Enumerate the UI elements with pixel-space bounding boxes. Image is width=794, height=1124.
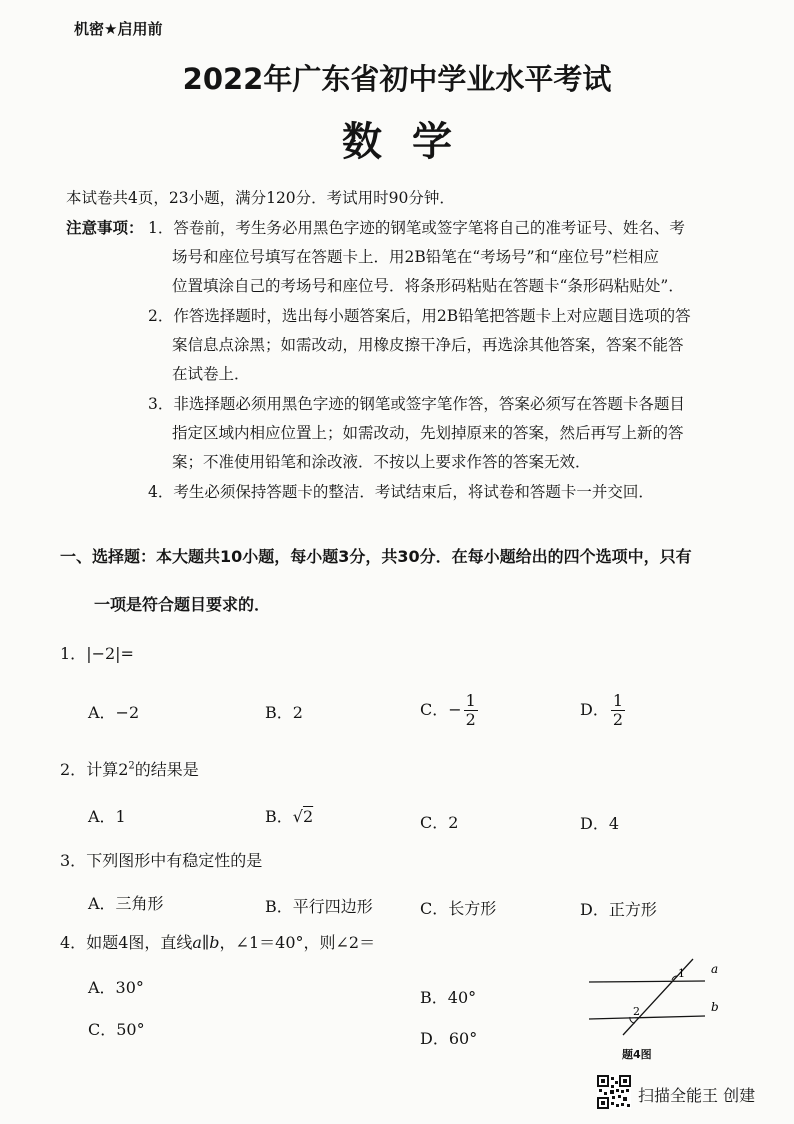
- question-stem: 如题4图，直线: [86, 933, 193, 952]
- section-heading-cont: 一项是符合题目要求的．: [94, 595, 271, 614]
- question-number: 4．: [60, 933, 87, 952]
- numerator: 1: [612, 691, 624, 710]
- line-a-label: a: [711, 962, 719, 976]
- option-b: B．40°: [420, 988, 477, 1007]
- notice-line: 场号和座位号填写在答题卡上．用2B铅笔在“考场号”和“座位号”栏相应: [172, 248, 659, 266]
- notice-line: 1．答卷前，考生务必用黑色字迹的钢笔或签字笔将自己的准考证号、姓名、考: [148, 219, 685, 237]
- line-b: [589, 1016, 705, 1019]
- notice-line: 在试卷上．: [172, 365, 250, 383]
- question-number: 1．: [60, 644, 87, 663]
- parallel-expression: a∥b: [192, 933, 220, 952]
- figure-4-diagram: [585, 955, 730, 1045]
- option-prefix: C．−: [420, 700, 462, 719]
- line-b-label: b: [711, 1000, 719, 1014]
- option-c: C．2: [420, 813, 459, 832]
- notice-line: 3．非选择题必须用黑色字迹的钢笔或签字笔作答，答案必须写在答题卡各题目: [148, 395, 685, 413]
- fraction: [611, 692, 625, 729]
- sqrt-prefix: B．√: [265, 807, 303, 826]
- exponent: 2: [128, 760, 135, 772]
- question-4: [60, 930, 375, 953]
- option-d: D．4: [580, 814, 620, 833]
- scanner-watermark: 扫描全能王 创建: [638, 1086, 756, 1105]
- denominator: 2: [465, 710, 476, 729]
- notice-line: 案信息点涂黑；如需改动，用橡皮擦干净后，再选涂其他答案，答案不能答: [172, 336, 684, 354]
- figure-caption: 题4图: [622, 1048, 652, 1061]
- notice-line: 案；不准使用铅笔和涂改液．不按以上要求作答的答案无效．: [172, 453, 591, 471]
- denominator: 2: [612, 710, 624, 729]
- confidential-label: 机密★启用前: [74, 20, 163, 38]
- question-stem-end: 的结果是: [134, 760, 199, 779]
- question-2: [60, 757, 199, 780]
- option-a: A．30°: [88, 978, 144, 997]
- notice-line: 指定区域内相应位置上；如需改动，先划掉原来的答案，然后再写上新的答: [172, 424, 684, 442]
- option-b: [265, 804, 313, 827]
- intro-line: 本试卷共4页，23小题，满分120分．考试用时90分钟．: [66, 189, 455, 207]
- question-stem: |−2|=: [86, 644, 134, 663]
- section-heading: 一、选择题：本大题共10小题，每小题3分，共30分．在每小题给出的四个选项中，只有: [60, 547, 692, 566]
- subject-title: 数学: [342, 119, 482, 165]
- line-a: [589, 981, 705, 982]
- notice-line: 2．作答选择题时，选出每小题答案后，用2B铅笔把答题卡上对应题目选项的答: [148, 307, 691, 325]
- radicand: 2: [302, 807, 314, 826]
- angle-2-label: 2: [633, 1005, 640, 1018]
- question-stem: 计算2: [86, 760, 129, 779]
- option-c: C．长方形: [420, 899, 497, 918]
- question-number: 2．: [60, 760, 87, 779]
- angle-1-label: 1: [678, 967, 685, 980]
- option-d: [580, 692, 625, 729]
- notice-line: 位置填涂自己的考场号和座位号．将条形码粘贴在答题卡“条形码粘贴处”．: [172, 277, 684, 295]
- option-a: A．三角形: [88, 894, 164, 913]
- option-d: D．60°: [420, 1029, 478, 1048]
- option-c: [420, 692, 478, 729]
- option-b: B．2: [265, 703, 303, 722]
- question-1: [60, 641, 134, 664]
- notice-label: 注意事项：: [66, 219, 144, 237]
- fraction: [464, 692, 478, 729]
- numerator: 1: [465, 691, 476, 710]
- option-d: D．正方形: [580, 900, 657, 919]
- option-b: B．平行四边形: [265, 897, 373, 916]
- option-prefix: D．: [580, 700, 609, 719]
- qr-code-icon: [597, 1075, 631, 1109]
- question-stem-end: ，∠1＝40°，则∠2＝: [219, 933, 376, 952]
- exam-title: 2022年广东省初中学业水平考试: [182, 62, 612, 96]
- notice-line: 4．考生必须保持答题卡的整洁．考试结束后，将试卷和答题卡一并交回．: [148, 483, 654, 501]
- option-a: A．1: [88, 807, 126, 826]
- option-a: A．−2: [88, 703, 140, 722]
- question-number: 3．: [60, 851, 87, 870]
- question-stem: 下列图形中有稳定性的是: [86, 851, 263, 870]
- question-3: [60, 848, 262, 871]
- option-c: C．50°: [88, 1020, 145, 1039]
